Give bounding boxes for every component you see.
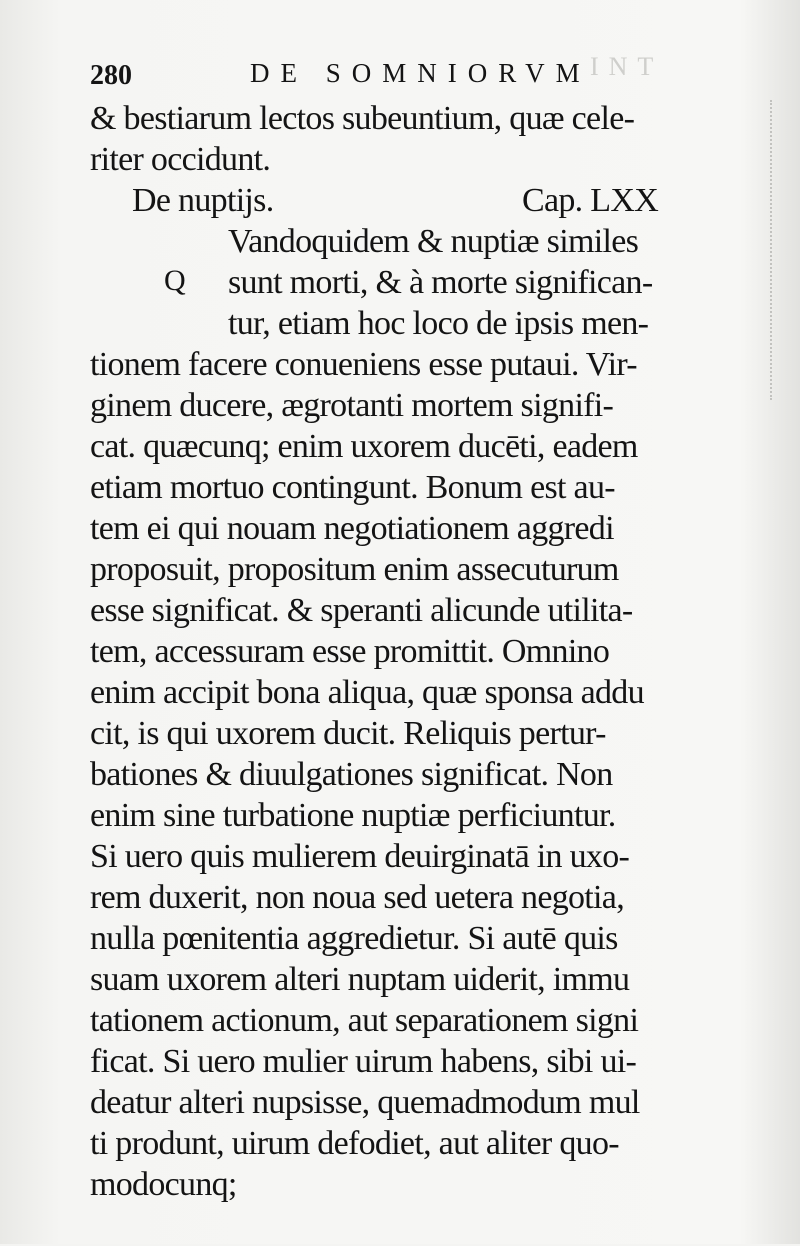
- text-line: esse significat. & speranti alicunde utilita-: [90, 592, 633, 629]
- text-line: suam uxorem alteri nuptam uiderit, immu: [90, 961, 630, 998]
- text-line: riter occidunt.: [90, 141, 271, 178]
- text-line: rem duxerit, non noua sed uetera negotia,: [90, 879, 624, 916]
- text-line: & bestiarum lectos subeuntium, quæ cele-: [90, 100, 635, 137]
- chapter-title: De nuptijs.: [132, 182, 274, 219]
- text-line: tur, etiam hoc loco de ipsis men-: [228, 305, 649, 342]
- text-line: cat. quæcunq; enim uxorem ducēti, eadem: [90, 428, 638, 465]
- drop-initial: Q: [164, 264, 185, 297]
- text-line-with-initial: [90, 262, 740, 303]
- text-line: ti produnt, uirum defodiet, aut aliter quo-: [90, 1125, 619, 1162]
- chapter-heading: [90, 180, 740, 221]
- text-line: bationes & diuulgationes significat. Non: [90, 756, 613, 793]
- text-line: enim accipit bona aliqua, quæ sponsa addu: [90, 674, 644, 711]
- text-line: Si uero quis mulierem deuirginatā in uxo-: [90, 838, 630, 875]
- text-line: nulla pœnitentia aggredietur. Si autē quis: [90, 920, 618, 957]
- text-line: proposuit, propositum enim assecuturum: [90, 551, 619, 588]
- body-text: [90, 98, 740, 1246]
- bleed-through-text: INT: [590, 52, 664, 81]
- page-header: [90, 50, 630, 94]
- text-line: ginem ducere, ægrotanti mortem signifi-: [90, 387, 614, 424]
- text-line: ficat. Si uero mulier uirum habens, sibi ui-: [90, 1043, 637, 1080]
- text-line: etiam mortuo contingunt. Bonum est au-: [90, 469, 615, 506]
- text-line: Vandoquidem & nuptiæ similes: [228, 223, 639, 260]
- text-line: tionem facere conueniens esse putaui. Vir-: [90, 346, 637, 383]
- page-number: 280: [90, 60, 132, 91]
- catchword: [90, 1205, 740, 1246]
- margin-specks: [760, 100, 772, 400]
- text-line: deatur alteri nupsisse, quemadmodum mul: [90, 1084, 640, 1121]
- text-line: cit, is qui uxorem ducit. Reliquis pertur-: [90, 715, 606, 752]
- running-title: DE SOMNIORVM: [250, 58, 591, 88]
- text-line: tationem actionum, aut separationem signi: [90, 1002, 639, 1039]
- text-line: modocunq;: [90, 1166, 237, 1203]
- text-line: sunt morti, & à morte significan-: [228, 264, 653, 301]
- text-line: tem ei qui nouam negotiationem aggredi: [90, 510, 614, 547]
- text-line: tem, accessuram esse promittit. Omnino: [90, 633, 610, 670]
- chapter-label: Cap. LXX: [522, 182, 659, 219]
- text-line: enim sine turbatione nuptiæ perficiuntur.: [90, 797, 616, 834]
